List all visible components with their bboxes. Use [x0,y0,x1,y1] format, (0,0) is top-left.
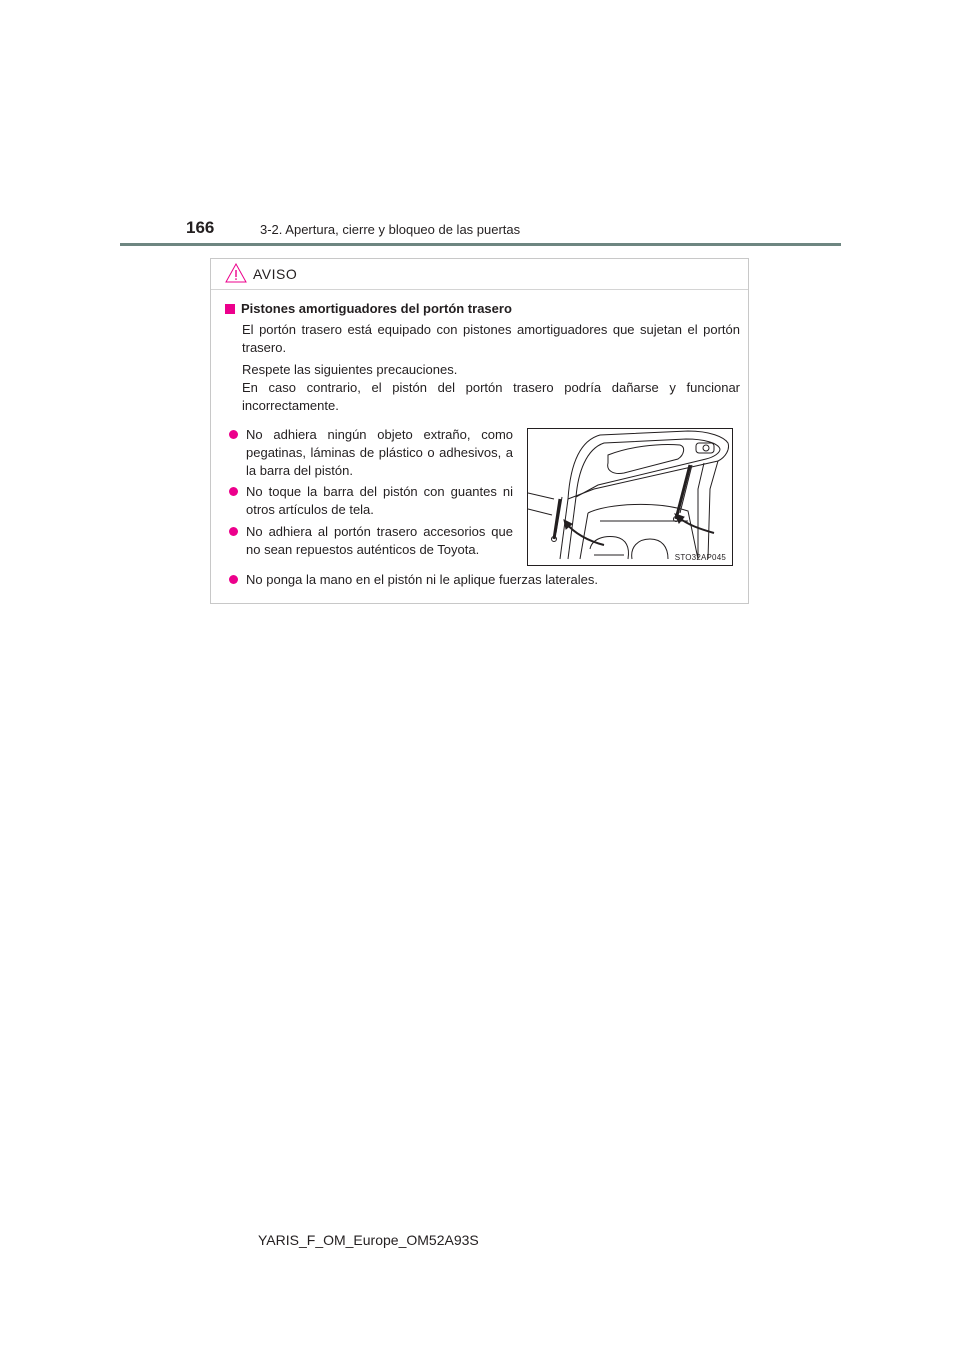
bullet-dot-icon [229,430,238,439]
tailgate-drawing [528,429,732,565]
warning-box [210,258,749,604]
warning-triangle-icon [225,263,247,283]
square-bullet-icon [225,304,235,314]
bullet-dot-icon [229,527,238,536]
list-item [225,426,513,480]
paragraph-consequence: En caso contrario, el pistón del portón trasero podría dañarse y funcionar incorrectamente. [242,380,740,413]
list-item [225,523,513,559]
list-item [225,571,735,589]
warning-heading-text: Pistones amortiguadores del portón trasero [241,301,512,316]
footer-document-id: YARIS_F_OM_Europe_OM52A93S [258,1232,479,1248]
tailgate-illustration [527,428,733,566]
bullet-dot-icon [229,487,238,496]
figure-code: STO32AP045 [674,553,726,562]
warning-header [211,259,748,290]
bullet-dot-icon [229,575,238,584]
page-number: 166 [186,218,215,237]
list-item [225,483,513,519]
paragraph-precautions: Respete las siguientes precauciones. [242,362,458,377]
list-item-text: No adhiera ningún objeto extraño, como pegatinas, láminas de plástico o adhesivos, a la barra del pistón. [246,427,513,478]
list-item-text: No adhiera al portón trasero accesorios que no sean repuestos auténticos de Toyota. [246,524,513,557]
warning-heading [225,301,512,317]
list-item-text: No ponga la mano en el pistón ni le aplique fuerzas laterales. [246,572,598,587]
warning-label: AVISO [253,266,298,282]
paragraph-gas-struts: El portón trasero está equipado con pistones amortiguadores que sujetan el portón trasero. [242,322,740,355]
header-rule [120,243,841,246]
section-title: 3-2. Apertura, cierre y bloqueo de las puertas [260,222,521,237]
list-item-text: No toque la barra del pistón con guantes ni otros artículos de tela. [246,484,513,517]
